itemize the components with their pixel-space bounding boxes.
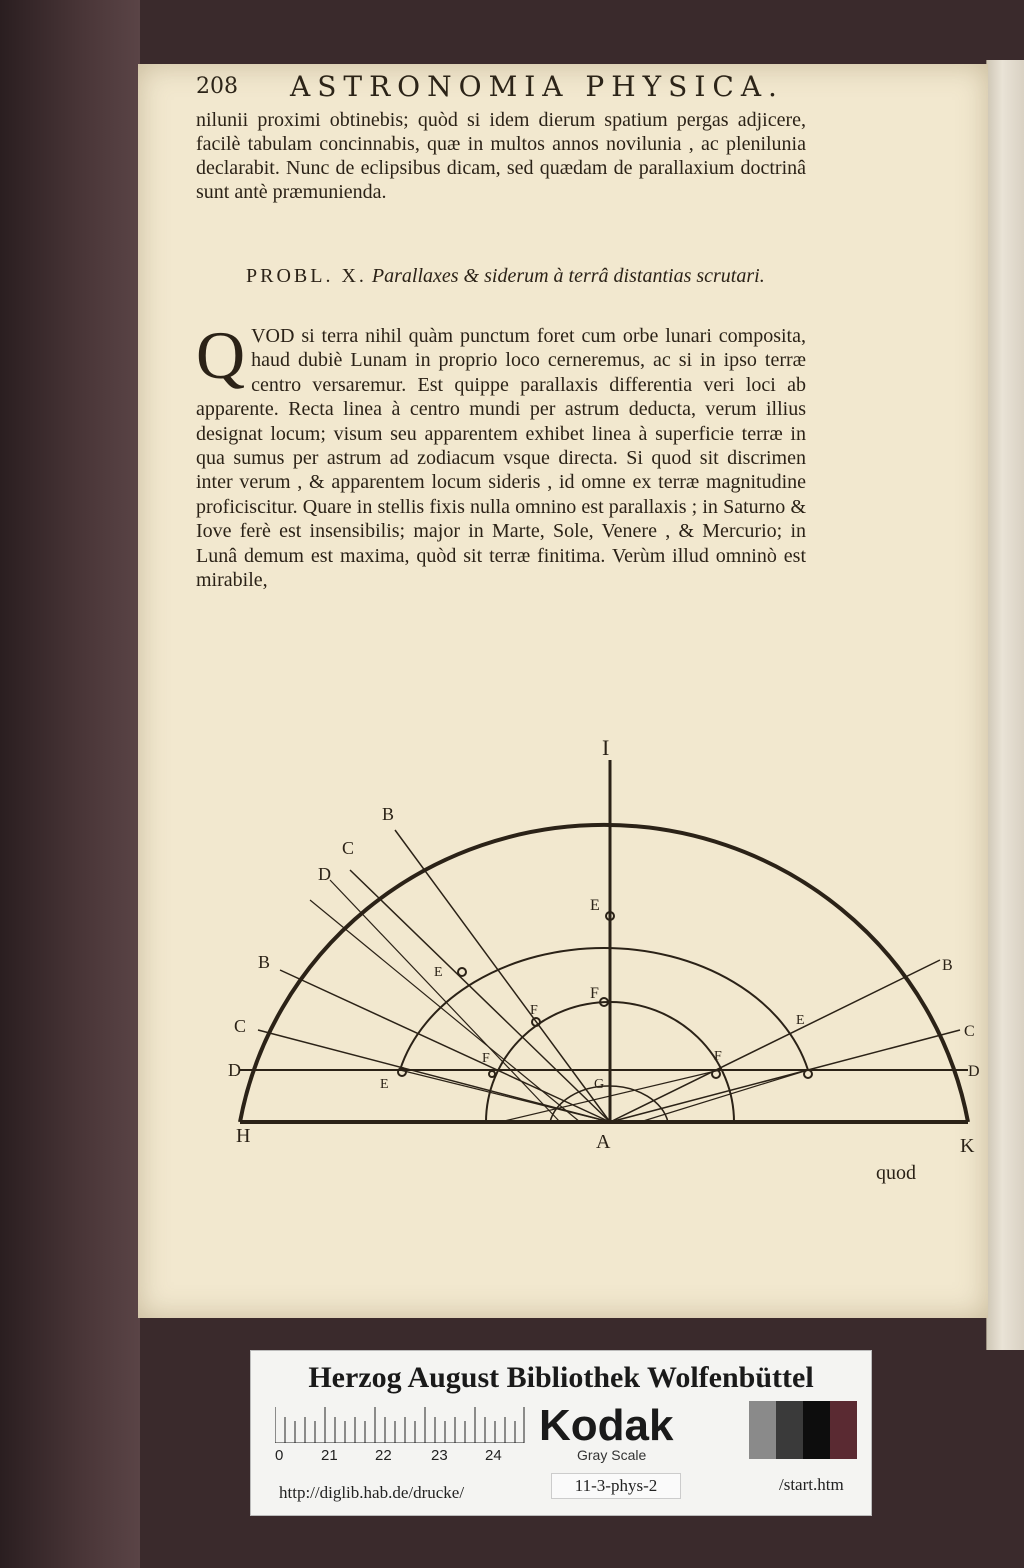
ruler-numbers xyxy=(275,1447,525,1467)
label-inner-e3: E xyxy=(796,1013,805,1028)
url-left[interactable]: http://diglib.hab.de/drucke/ xyxy=(279,1483,465,1502)
ruler-num: 21 xyxy=(321,1447,338,1464)
label-right-b: B xyxy=(942,957,953,974)
scale-ruler xyxy=(275,1407,525,1443)
adjacent-page-edge xyxy=(986,60,1024,1350)
label-right-c: C xyxy=(964,1023,975,1040)
page-header xyxy=(196,70,964,110)
label-left-end: H xyxy=(236,1125,251,1147)
label-f: F xyxy=(590,985,599,1002)
label-upper-b: B xyxy=(382,804,395,824)
drop-cap: Q xyxy=(196,317,246,393)
page-number: 208 xyxy=(196,74,238,99)
gray-scale-label: Gray Scale xyxy=(577,1447,647,1463)
url-shelfmark[interactable]: 11-3-phys-2 xyxy=(551,1473,681,1499)
swatch xyxy=(803,1401,830,1459)
label-top: I xyxy=(602,735,610,760)
running-title: ASTRONOMIA PHYSICA. xyxy=(290,70,784,103)
url-right[interactable]: /start.htm xyxy=(779,1475,844,1494)
body-text: VOD si terra nihil quàm punctum foret cum orbe lunari composita, haud dubiè Lunam in proprio loco cerneremus, ac si in ipso terræ centro versaremur. Est quippe parallaxis differentia veri loci ab apparente. Recta linea à centro mundi per astrum deducta, verum illius designat locum; visum seu apparentem exhibet linea à superficie terræ in qua sumus per astrum ad zodiacum vsque directa. Si quod sit discrimen inter verum , & apparentem locum sideris , id omne ex terræ magnitudine proficiscitur. Quare in stellis fixis nulla omnino est parallaxis ; in Saturno & Iove ferè est insensibilis; major in Marte, Sole, Venere , & Mercurio; in Lunâ demum est maxima, quòd sit terræ finitima. Verùm illud omninò est mirabile, xyxy=(196,325,806,592)
label-inner-f2: F xyxy=(530,1003,538,1018)
intro-paragraph xyxy=(196,108,806,204)
label-inner-e1: E xyxy=(380,1077,389,1092)
swatch xyxy=(776,1401,803,1459)
body-paragraph xyxy=(196,317,806,592)
problem-title: Parallaxes & siderum à terrâ distantias scrutari. xyxy=(371,265,765,287)
label-inner-f3: F xyxy=(714,1049,722,1064)
ruler-num: 0 xyxy=(275,1447,284,1464)
label-upper-c: C xyxy=(342,838,355,858)
label-right-d: D xyxy=(968,1063,980,1080)
problem-label: PROBL. X. xyxy=(246,265,367,287)
label-center: A xyxy=(596,1131,611,1153)
label-right-end: K xyxy=(960,1135,975,1157)
label-left-b: B xyxy=(258,952,271,972)
label-left-c: C xyxy=(234,1016,247,1036)
label-e: E xyxy=(590,897,600,914)
swatch xyxy=(830,1401,857,1459)
intro-text: nilunii proximi obtinebis; quòd si idem dierum spatium pergas adjicere, facilè tabulam concinnabis, quæ in multos annos novilunia , ac plenilunia declarabit. Nunc de eclipsibus dicam, sed quædam de parallaxium doctrinâ sunt antè præmunienda. xyxy=(196,109,806,203)
kodak-logo: Kodak xyxy=(539,1401,674,1450)
problem-heading xyxy=(246,264,806,288)
label-inner-f1: F xyxy=(482,1051,490,1066)
ruler-num: 22 xyxy=(375,1447,392,1464)
ruler-num: 23 xyxy=(431,1447,448,1464)
book-page xyxy=(138,64,988,1318)
label-upper-d: D xyxy=(318,864,331,884)
library-name: Herzog August Bibliothek Wolfenbüttel xyxy=(308,1361,814,1394)
gray-swatches xyxy=(749,1401,857,1459)
catchword: quod xyxy=(876,1162,916,1184)
library-color-card xyxy=(250,1350,872,1516)
label-g: G xyxy=(594,1077,605,1092)
scan-background-left xyxy=(0,0,140,1568)
ruler-num: 24 xyxy=(485,1447,502,1464)
label-inner-e2: E xyxy=(434,965,443,980)
swatch xyxy=(749,1401,776,1459)
label-left-d: D xyxy=(228,1060,241,1080)
